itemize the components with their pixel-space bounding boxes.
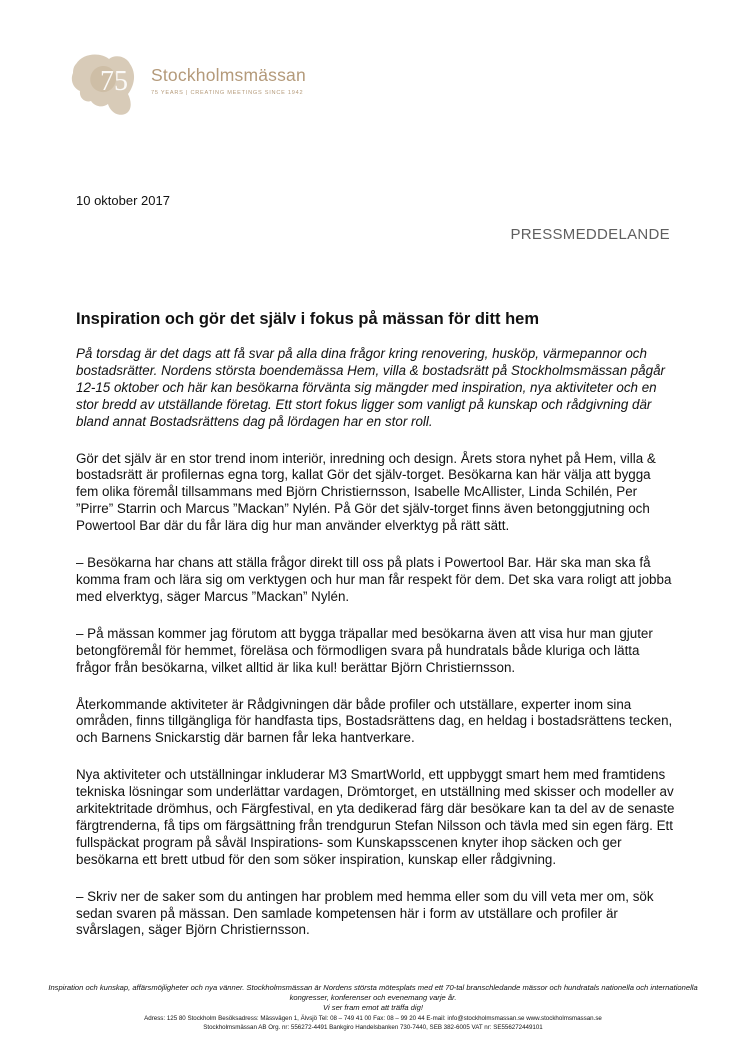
quote-paragraph: – Besökarna har chans att ställa frågor direkt till oss på plats i Powertool Bar. Här ska man ska få komma fram och lära sig om verktygen och hur man får respekt för dem. Det ska vara roligt att jobba med elverktyg, säger Marcus ”Mackan” Nylén.: [76, 555, 672, 604]
body-paragraph: Återkommande aktiviteter är Rådgivningen där både profiler och utställare, experter inom sina områden, finns tillgängliga för handfasta tips, Bostadsrättens dag, en heldag i bostadsrättens tecken, och Barnens Snickarstig där barnen får leka hantverkare.: [76, 696, 673, 746]
brand-name: Stockholmsmässan: [151, 65, 306, 85]
brand-tagline: 75 YEARS | CREATING MEETINGS SINCE 1942: [151, 90, 304, 96]
body-paragraph: Gör det själv är en stor trend inom interiör, inredning och design. Årets stora nyhet på Hem, villa & bostadsrätt är profilernas egna torg, kallat Gör det själv-torget. Besökarna kan här välja att bygga fem olika föremål tillsammans med Björn Christiernsson, Isabelle McAllister, Linda Schilén, Per ”Pirre” Starrin och Marcus ”Mackan” Nylén. På Gör det själv-torget finns även betonggjutning och Powertool Bar där du får lära dig hur man använder elverktyg på rätt sätt.: [76, 450, 656, 534]
footer-address: Adress: 125 80 Stockholm Besöksadress: Mässvägen 1, Älvsjö Tel: 08 – 749 41 00 Fax: 08 – 99 20 44 E-mail: info@stockholmsmassan.se www.stockholmsmassan.se: [144, 1014, 602, 1022]
page-footer: [40, 983, 706, 1032]
article-body: [76, 346, 676, 959]
footer-company-info: Stockholmsmässan AB Org. nr: 556272-4491 Bankgiro Handelsbanken 730-7440, SEB 382-6005 VAT nr: SE556272449101: [203, 1023, 543, 1031]
document-type: PRESSMEDDELANDE: [510, 226, 670, 243]
body-paragraph: Nya aktiviteter och utställningar inkluderar M3 SmartWorld, ett uppbyggt smart hem med framtidens tekniska lösningar som underlättar vardagen, Drömtorget, en utställning med skisser och modeller av arkitektritade drömhus, och Färgfestival, en yta dedikerad färg där besökare kan ta del av de senaste färgtrenderna, få tips om färgsättning från trendgurun Stefan Nilsson och tävla med sin egen färg. Ett fullspäckat program på såväl Inspirations- som Kunskapsscenen knyter ihop säcken och ger besökarna ett brett utbud för den som söker inspiration, kunskap eller rådgivning.: [76, 767, 675, 867]
headline: Inspiration och gör det själv i fokus på mässan för ditt hem: [76, 310, 539, 328]
quote-paragraph: – På mässan kommer jag förutom att bygga träpallar med besökarna även att visa hur man gjuter betongföremål för hemmet, föreläsa och förmodligen svara på hundratals både kluriga och lätta frågor från besökarna, vilket alltid är lika kul! berättar Björn Christiernsson.: [76, 625, 653, 675]
quote-paragraph: – Skriv ner de saker som du antingen har problem med hemma eller som du vill veta mer om, sök sedan svaren på mässan. Den samlade kompetensen här i form av utställare och profiler är svårslagen, säger Björn Christiernsson.: [76, 888, 654, 938]
release-date: 10 oktober 2017: [76, 193, 170, 208]
footer-intro: Inspiration och kunskap, affärsmöjligheter och nya vänner. Stockholmsmässan är Nordens största mötesplats med ett 70-tal branschledande mässor och hundratals nationella och internationella kongresser, konferenser och evenemang varje år.: [48, 983, 698, 1003]
brand-logo: [70, 50, 350, 120]
stockholmsmassan-logo-icon: [70, 50, 148, 116]
footer-closing: Vi ser fram emot att träffa dig!: [323, 1003, 423, 1013]
logo-numeral: 75: [100, 66, 128, 97]
lead-paragraph: På torsdag är det dags att få svar på alla dina frågor kring renovering, husköp, värmepannor och bostadsrätter. Nordens största boendemässa Hem, villa & bostadsrätt på Stockholmsmässan pågår 12-15 oktober och här kan besökarna förvänta sig mängder med inspiration, nya aktiviteter och en stor bredd av utställande företag. Ett stort fokus ligger som vanligt på kunskap och rådgivning där bland annat Bostadsrättens dag på lördagen har en stor roll.: [76, 346, 665, 429]
